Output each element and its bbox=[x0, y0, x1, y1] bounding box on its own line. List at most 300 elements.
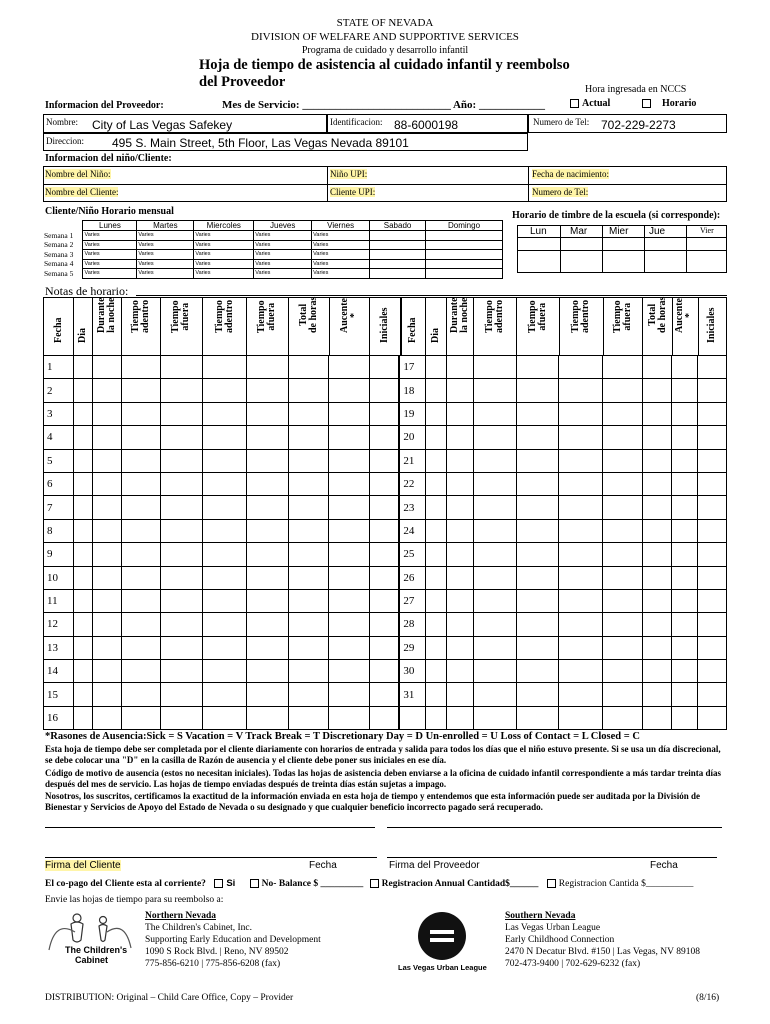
schedule-cell[interactable]: Varies bbox=[312, 250, 370, 260]
schedule-cell[interactable]: Varies bbox=[83, 231, 137, 241]
schedule-cell[interactable] bbox=[370, 250, 426, 260]
schedule-cell[interactable] bbox=[370, 259, 426, 269]
entry-cell[interactable] bbox=[602, 683, 642, 706]
schedule-cell[interactable]: Varies bbox=[194, 250, 254, 260]
entry-cell[interactable] bbox=[160, 683, 203, 706]
entry-cell[interactable] bbox=[203, 472, 247, 495]
entry-cell[interactable] bbox=[671, 449, 697, 472]
entry-cell[interactable] bbox=[74, 449, 92, 472]
entry-cell[interactable] bbox=[121, 683, 160, 706]
entry-cell[interactable] bbox=[642, 496, 671, 519]
schedule-cell[interactable]: Varies bbox=[194, 269, 254, 279]
entry-cell[interactable] bbox=[671, 706, 697, 729]
entry-cell[interactable] bbox=[92, 402, 121, 425]
entry-cell[interactable] bbox=[246, 683, 288, 706]
entry-cell[interactable] bbox=[516, 426, 559, 449]
entry-cell[interactable] bbox=[446, 426, 473, 449]
checkbox-icon[interactable] bbox=[547, 879, 556, 888]
entry-cell[interactable] bbox=[642, 449, 671, 472]
entry-cell[interactable] bbox=[121, 402, 160, 425]
entry-cell[interactable] bbox=[121, 356, 160, 379]
entry-cell[interactable] bbox=[246, 496, 288, 519]
no-balance-checkbox[interactable]: No- Balance $ _________ bbox=[250, 879, 364, 889]
entry-cell[interactable] bbox=[516, 636, 559, 659]
schedule-cell[interactable]: Varies bbox=[137, 250, 194, 260]
entry-cell[interactable] bbox=[203, 566, 247, 589]
entry-cell[interactable] bbox=[92, 683, 121, 706]
entry-cell[interactable] bbox=[474, 660, 517, 683]
entry-cell[interactable] bbox=[516, 402, 559, 425]
entry-cell[interactable] bbox=[602, 426, 642, 449]
nombre-field[interactable]: Nombre: City of Las Vegas Safekey bbox=[43, 114, 327, 133]
entry-cell[interactable] bbox=[369, 426, 399, 449]
entry-cell[interactable] bbox=[288, 589, 329, 612]
entry-cell[interactable] bbox=[160, 613, 203, 636]
entry-cell[interactable] bbox=[474, 496, 517, 519]
signature-line[interactable] bbox=[387, 857, 717, 858]
entry-cell[interactable] bbox=[74, 426, 92, 449]
entry-cell[interactable] bbox=[329, 706, 370, 729]
entry-cell[interactable] bbox=[369, 402, 399, 425]
entry-cell[interactable] bbox=[697, 589, 726, 612]
entry-cell[interactable] bbox=[246, 706, 288, 729]
telefono-field[interactable]: Numero de Tel: 702-229-2273 bbox=[528, 114, 727, 133]
entry-cell[interactable] bbox=[559, 706, 603, 729]
entry-cell[interactable] bbox=[602, 613, 642, 636]
schedule-cell[interactable] bbox=[426, 231, 503, 241]
entry-cell[interactable] bbox=[160, 379, 203, 402]
schedule-cell[interactable]: Varies bbox=[254, 259, 312, 269]
entry-cell[interactable] bbox=[160, 402, 203, 425]
entry-cell[interactable] bbox=[329, 426, 370, 449]
schedule-cell[interactable]: Varies bbox=[137, 240, 194, 250]
fecha-nacimiento-field[interactable]: Fecha de nacimiento: bbox=[532, 169, 609, 179]
entry-cell[interactable] bbox=[425, 566, 446, 589]
firma-cliente-label[interactable]: Firma del Cliente bbox=[45, 860, 121, 871]
entry-cell[interactable] bbox=[602, 706, 642, 729]
entry-cell[interactable] bbox=[697, 706, 726, 729]
entry-cell[interactable] bbox=[697, 496, 726, 519]
entry-cell[interactable] bbox=[697, 613, 726, 636]
entry-cell[interactable] bbox=[74, 519, 92, 542]
entry-cell[interactable] bbox=[92, 472, 121, 495]
entry-cell[interactable] bbox=[516, 496, 559, 519]
entry-cell[interactable] bbox=[697, 566, 726, 589]
schedule-cell[interactable]: Varies bbox=[83, 250, 137, 260]
entry-cell[interactable] bbox=[203, 613, 247, 636]
actual-checkbox[interactable]: Actual bbox=[570, 98, 610, 109]
entry-cell[interactable] bbox=[74, 472, 92, 495]
entry-cell[interactable] bbox=[121, 543, 160, 566]
entry-cell[interactable] bbox=[246, 379, 288, 402]
entry-cell[interactable] bbox=[446, 519, 473, 542]
registro-anual-checkbox[interactable]: Registracion Annual Cantidad$______ bbox=[370, 879, 539, 889]
entry-cell[interactable] bbox=[288, 566, 329, 589]
entry-cell[interactable] bbox=[474, 543, 517, 566]
entry-cell[interactable] bbox=[203, 543, 247, 566]
entry-cell[interactable] bbox=[329, 449, 370, 472]
schedule-cell[interactable]: Varies bbox=[137, 269, 194, 279]
entry-cell[interactable] bbox=[697, 356, 726, 379]
schedule-cell[interactable]: Varies bbox=[254, 231, 312, 241]
entry-cell[interactable] bbox=[474, 613, 517, 636]
entry-cell[interactable] bbox=[516, 706, 559, 729]
entry-cell[interactable] bbox=[697, 472, 726, 495]
entry-cell[interactable] bbox=[474, 589, 517, 612]
schedule-cell[interactable]: Varies bbox=[312, 269, 370, 279]
entry-cell[interactable] bbox=[160, 566, 203, 589]
entry-cell[interactable] bbox=[559, 402, 603, 425]
entry-cell[interactable] bbox=[369, 496, 399, 519]
entry-cell[interactable] bbox=[203, 379, 247, 402]
si-checkbox[interactable]: Si bbox=[214, 879, 235, 889]
entry-cell[interactable] bbox=[92, 589, 121, 612]
schedule-cell[interactable]: Varies bbox=[83, 240, 137, 250]
schedule-cell[interactable]: Varies bbox=[312, 259, 370, 269]
entry-cell[interactable] bbox=[246, 660, 288, 683]
schedule-cell[interactable] bbox=[370, 231, 426, 241]
entry-cell[interactable] bbox=[446, 496, 473, 519]
cliente-nombre-field[interactable]: Nombre del Cliente: bbox=[45, 187, 119, 197]
entry-cell[interactable] bbox=[671, 636, 697, 659]
schedule-cell[interactable]: Varies bbox=[194, 259, 254, 269]
entry-cell[interactable] bbox=[559, 660, 603, 683]
schedule-cell[interactable]: Varies bbox=[83, 269, 137, 279]
signature-line[interactable] bbox=[45, 857, 377, 858]
entry-cell[interactable] bbox=[92, 496, 121, 519]
horario-checkbox[interactable]: Horario bbox=[642, 98, 696, 109]
entry-cell[interactable] bbox=[160, 426, 203, 449]
schedule-cell[interactable] bbox=[370, 240, 426, 250]
entry-cell[interactable] bbox=[474, 426, 517, 449]
entry-cell[interactable] bbox=[160, 449, 203, 472]
entry-cell[interactable] bbox=[246, 543, 288, 566]
entry-cell[interactable] bbox=[369, 449, 399, 472]
entry-cell[interactable] bbox=[288, 543, 329, 566]
entry-cell[interactable] bbox=[203, 589, 247, 612]
schedule-cell[interactable] bbox=[426, 240, 503, 250]
entry-cell[interactable] bbox=[559, 356, 603, 379]
entry-cell[interactable] bbox=[369, 613, 399, 636]
entry-cell[interactable] bbox=[474, 519, 517, 542]
entry-cell[interactable] bbox=[446, 566, 473, 589]
entry-cell[interactable] bbox=[203, 706, 247, 729]
entry-cell[interactable] bbox=[329, 356, 370, 379]
entry-cell[interactable] bbox=[516, 566, 559, 589]
schedule-cell[interactable]: Varies bbox=[312, 240, 370, 250]
entry-cell[interactable] bbox=[446, 379, 473, 402]
entry-cell[interactable] bbox=[516, 472, 559, 495]
entry-cell[interactable] bbox=[74, 683, 92, 706]
entry-cell[interactable] bbox=[446, 543, 473, 566]
entry-cell[interactable] bbox=[671, 356, 697, 379]
entry-cell[interactable] bbox=[642, 519, 671, 542]
entry-cell[interactable] bbox=[697, 543, 726, 566]
entry-cell[interactable] bbox=[425, 496, 446, 519]
entry-cell[interactable] bbox=[559, 566, 603, 589]
schedule-cell[interactable]: Varies bbox=[312, 231, 370, 241]
entry-cell[interactable] bbox=[369, 636, 399, 659]
entry-cell[interactable] bbox=[697, 449, 726, 472]
entry-cell[interactable] bbox=[203, 496, 247, 519]
identificacion-field[interactable]: Identificacion: 88-6000198 bbox=[327, 114, 528, 133]
entry-cell[interactable] bbox=[74, 706, 92, 729]
entry-cell[interactable] bbox=[74, 356, 92, 379]
entry-cell[interactable] bbox=[559, 449, 603, 472]
entry-cell[interactable] bbox=[516, 519, 559, 542]
entry-cell[interactable] bbox=[121, 566, 160, 589]
entry-cell[interactable] bbox=[92, 613, 121, 636]
entry-cell[interactable] bbox=[246, 566, 288, 589]
entry-cell[interactable] bbox=[246, 356, 288, 379]
entry-cell[interactable] bbox=[671, 402, 697, 425]
entry-cell[interactable] bbox=[642, 636, 671, 659]
schedule-cell[interactable]: Varies bbox=[137, 231, 194, 241]
entry-cell[interactable] bbox=[74, 496, 92, 519]
entry-cell[interactable] bbox=[288, 356, 329, 379]
schedule-cell[interactable]: Varies bbox=[254, 240, 312, 250]
entry-cell[interactable] bbox=[203, 660, 247, 683]
entry-cell[interactable] bbox=[446, 636, 473, 659]
entry-cell[interactable] bbox=[160, 706, 203, 729]
entry-cell[interactable] bbox=[246, 402, 288, 425]
entry-cell[interactable] bbox=[246, 613, 288, 636]
checkbox-icon[interactable] bbox=[570, 99, 579, 108]
notas-line[interactable] bbox=[136, 295, 727, 296]
entry-cell[interactable] bbox=[92, 543, 121, 566]
entry-cell[interactable] bbox=[121, 706, 160, 729]
entry-cell[interactable] bbox=[329, 613, 370, 636]
entry-cell[interactable] bbox=[446, 472, 473, 495]
entry-cell[interactable] bbox=[246, 519, 288, 542]
entry-cell[interactable] bbox=[288, 379, 329, 402]
entry-cell[interactable] bbox=[203, 449, 247, 472]
entry-cell[interactable] bbox=[121, 379, 160, 402]
entry-cell[interactable] bbox=[446, 660, 473, 683]
schedule-cell[interactable]: Varies bbox=[254, 250, 312, 260]
signature-line[interactable] bbox=[45, 827, 375, 828]
entry-cell[interactable] bbox=[92, 426, 121, 449]
entry-cell[interactable] bbox=[369, 543, 399, 566]
entry-cell[interactable] bbox=[329, 683, 370, 706]
entry-cell[interactable] bbox=[288, 706, 329, 729]
entry-cell[interactable] bbox=[602, 449, 642, 472]
entry-cell[interactable] bbox=[74, 402, 92, 425]
checkbox-icon[interactable] bbox=[214, 879, 223, 888]
entry-cell[interactable] bbox=[559, 426, 603, 449]
entry-cell[interactable] bbox=[671, 426, 697, 449]
entry-cell[interactable] bbox=[474, 706, 517, 729]
entry-cell[interactable] bbox=[642, 402, 671, 425]
entry-cell[interactable] bbox=[74, 660, 92, 683]
entry-cell[interactable] bbox=[516, 589, 559, 612]
entry-cell[interactable] bbox=[246, 472, 288, 495]
entry-cell[interactable] bbox=[160, 543, 203, 566]
entry-cell[interactable] bbox=[642, 660, 671, 683]
entry-cell[interactable] bbox=[288, 519, 329, 542]
entry-cell[interactable] bbox=[369, 356, 399, 379]
entry-cell[interactable] bbox=[446, 589, 473, 612]
schedule-cell[interactable]: Varies bbox=[194, 240, 254, 250]
entry-cell[interactable] bbox=[602, 496, 642, 519]
entry-cell[interactable] bbox=[369, 472, 399, 495]
entry-cell[interactable] bbox=[92, 660, 121, 683]
entry-cell[interactable] bbox=[246, 636, 288, 659]
entry-cell[interactable] bbox=[329, 566, 370, 589]
entry-cell[interactable] bbox=[329, 589, 370, 612]
entry-cell[interactable] bbox=[474, 566, 517, 589]
entry-cell[interactable] bbox=[474, 356, 517, 379]
entry-cell[interactable] bbox=[203, 519, 247, 542]
entry-cell[interactable] bbox=[425, 472, 446, 495]
entry-cell[interactable] bbox=[602, 589, 642, 612]
registro-cantida-checkbox[interactable]: Registracion Cantida $__________ bbox=[547, 879, 694, 889]
entry-cell[interactable] bbox=[425, 449, 446, 472]
entry-cell[interactable] bbox=[121, 613, 160, 636]
cliente-upi-field[interactable]: Cliente UPI: bbox=[330, 187, 376, 197]
entry-cell[interactable] bbox=[425, 660, 446, 683]
entry-cell[interactable] bbox=[671, 543, 697, 566]
mes-servicio-field[interactable]: Mes de Servicio: ___________________________ Año: ____________ bbox=[222, 99, 545, 111]
entry-cell[interactable] bbox=[121, 472, 160, 495]
entry-cell[interactable] bbox=[288, 613, 329, 636]
entry-cell[interactable] bbox=[642, 566, 671, 589]
entry-cell[interactable] bbox=[446, 683, 473, 706]
entry-cell[interactable] bbox=[160, 660, 203, 683]
entry-cell[interactable] bbox=[474, 449, 517, 472]
entry-cell[interactable] bbox=[671, 589, 697, 612]
entry-cell[interactable] bbox=[516, 379, 559, 402]
entry-cell[interactable] bbox=[559, 472, 603, 495]
entry-cell[interactable] bbox=[559, 636, 603, 659]
entry-cell[interactable] bbox=[671, 613, 697, 636]
schedule-cell[interactable]: Varies bbox=[83, 259, 137, 269]
entry-cell[interactable] bbox=[425, 519, 446, 542]
nino-nombre-field[interactable]: Nombre del Niño: bbox=[45, 169, 111, 179]
checkbox-icon[interactable] bbox=[370, 879, 379, 888]
entry-cell[interactable] bbox=[559, 589, 603, 612]
entry-cell[interactable] bbox=[642, 356, 671, 379]
schedule-cell[interactable]: Varies bbox=[137, 259, 194, 269]
schedule-cell[interactable] bbox=[370, 269, 426, 279]
entry-cell[interactable] bbox=[671, 496, 697, 519]
entry-cell[interactable] bbox=[642, 379, 671, 402]
entry-cell[interactable] bbox=[121, 519, 160, 542]
entry-cell[interactable] bbox=[642, 706, 671, 729]
entry-cell[interactable] bbox=[288, 402, 329, 425]
entry-cell[interactable] bbox=[697, 636, 726, 659]
entry-cell[interactable] bbox=[74, 379, 92, 402]
entry-cell[interactable] bbox=[642, 683, 671, 706]
entry-cell[interactable] bbox=[329, 660, 370, 683]
entry-cell[interactable] bbox=[446, 706, 473, 729]
entry-cell[interactable] bbox=[671, 519, 697, 542]
entry-cell[interactable] bbox=[474, 636, 517, 659]
cliente-tel-field[interactable]: Numero de Tel: bbox=[532, 187, 589, 197]
entry-cell[interactable] bbox=[474, 472, 517, 495]
entry-cell[interactable] bbox=[121, 636, 160, 659]
entry-cell[interactable] bbox=[160, 472, 203, 495]
entry-cell[interactable] bbox=[697, 660, 726, 683]
signature-line[interactable] bbox=[387, 827, 722, 828]
entry-cell[interactable] bbox=[516, 449, 559, 472]
entry-cell[interactable] bbox=[203, 402, 247, 425]
entry-cell[interactable] bbox=[121, 496, 160, 519]
schedule-cell[interactable] bbox=[426, 250, 503, 260]
entry-cell[interactable] bbox=[602, 356, 642, 379]
checkbox-icon[interactable] bbox=[642, 99, 651, 108]
entry-cell[interactable] bbox=[369, 379, 399, 402]
entry-cell[interactable] bbox=[671, 566, 697, 589]
entry-cell[interactable] bbox=[203, 356, 247, 379]
entry-cell[interactable] bbox=[160, 636, 203, 659]
entry-cell[interactable] bbox=[516, 543, 559, 566]
entry-cell[interactable] bbox=[559, 496, 603, 519]
entry-cell[interactable] bbox=[160, 519, 203, 542]
entry-cell[interactable] bbox=[329, 543, 370, 566]
nino-upi-field[interactable]: Niño UPI: bbox=[330, 169, 368, 179]
entry-cell[interactable] bbox=[288, 472, 329, 495]
entry-cell[interactable] bbox=[671, 683, 697, 706]
entry-cell[interactable] bbox=[246, 589, 288, 612]
entry-cell[interactable] bbox=[425, 356, 446, 379]
entry-cell[interactable] bbox=[671, 379, 697, 402]
entry-cell[interactable] bbox=[288, 449, 329, 472]
entry-cell[interactable] bbox=[203, 426, 247, 449]
entry-cell[interactable] bbox=[671, 660, 697, 683]
entry-cell[interactable] bbox=[425, 402, 446, 425]
entry-cell[interactable] bbox=[92, 519, 121, 542]
schedule-cell[interactable]: Varies bbox=[254, 269, 312, 279]
entry-cell[interactable] bbox=[516, 660, 559, 683]
entry-cell[interactable] bbox=[559, 613, 603, 636]
entry-cell[interactable] bbox=[425, 379, 446, 402]
entry-cell[interactable] bbox=[642, 589, 671, 612]
entry-cell[interactable] bbox=[559, 543, 603, 566]
entry-cell[interactable] bbox=[602, 519, 642, 542]
entry-cell[interactable] bbox=[602, 379, 642, 402]
entry-cell[interactable] bbox=[474, 683, 517, 706]
entry-cell[interactable] bbox=[246, 426, 288, 449]
entry-cell[interactable] bbox=[602, 566, 642, 589]
entry-cell[interactable] bbox=[160, 356, 203, 379]
entry-cell[interactable] bbox=[74, 613, 92, 636]
entry-cell[interactable] bbox=[246, 449, 288, 472]
entry-cell[interactable] bbox=[559, 379, 603, 402]
schedule-cell[interactable] bbox=[426, 259, 503, 269]
entry-cell[interactable] bbox=[425, 683, 446, 706]
entry-cell[interactable] bbox=[92, 379, 121, 402]
entry-cell[interactable] bbox=[425, 706, 446, 729]
entry-cell[interactable] bbox=[602, 660, 642, 683]
entry-cell[interactable] bbox=[121, 660, 160, 683]
entry-cell[interactable] bbox=[74, 636, 92, 659]
entry-cell[interactable] bbox=[559, 519, 603, 542]
entry-cell[interactable] bbox=[92, 449, 121, 472]
entry-cell[interactable] bbox=[121, 589, 160, 612]
entry-cell[interactable] bbox=[329, 472, 370, 495]
entry-cell[interactable] bbox=[516, 613, 559, 636]
entry-cell[interactable] bbox=[74, 543, 92, 566]
entry-cell[interactable] bbox=[329, 519, 370, 542]
entry-cell[interactable] bbox=[425, 426, 446, 449]
entry-cell[interactable] bbox=[288, 426, 329, 449]
entry-cell[interactable] bbox=[425, 636, 446, 659]
direccion-field[interactable]: Direccion: 495 S. Main Street, 5th Floor, Las Vegas Nevada 89101 bbox=[43, 133, 528, 151]
entry-cell[interactable] bbox=[516, 683, 559, 706]
entry-cell[interactable] bbox=[369, 589, 399, 612]
entry-cell[interactable] bbox=[642, 426, 671, 449]
